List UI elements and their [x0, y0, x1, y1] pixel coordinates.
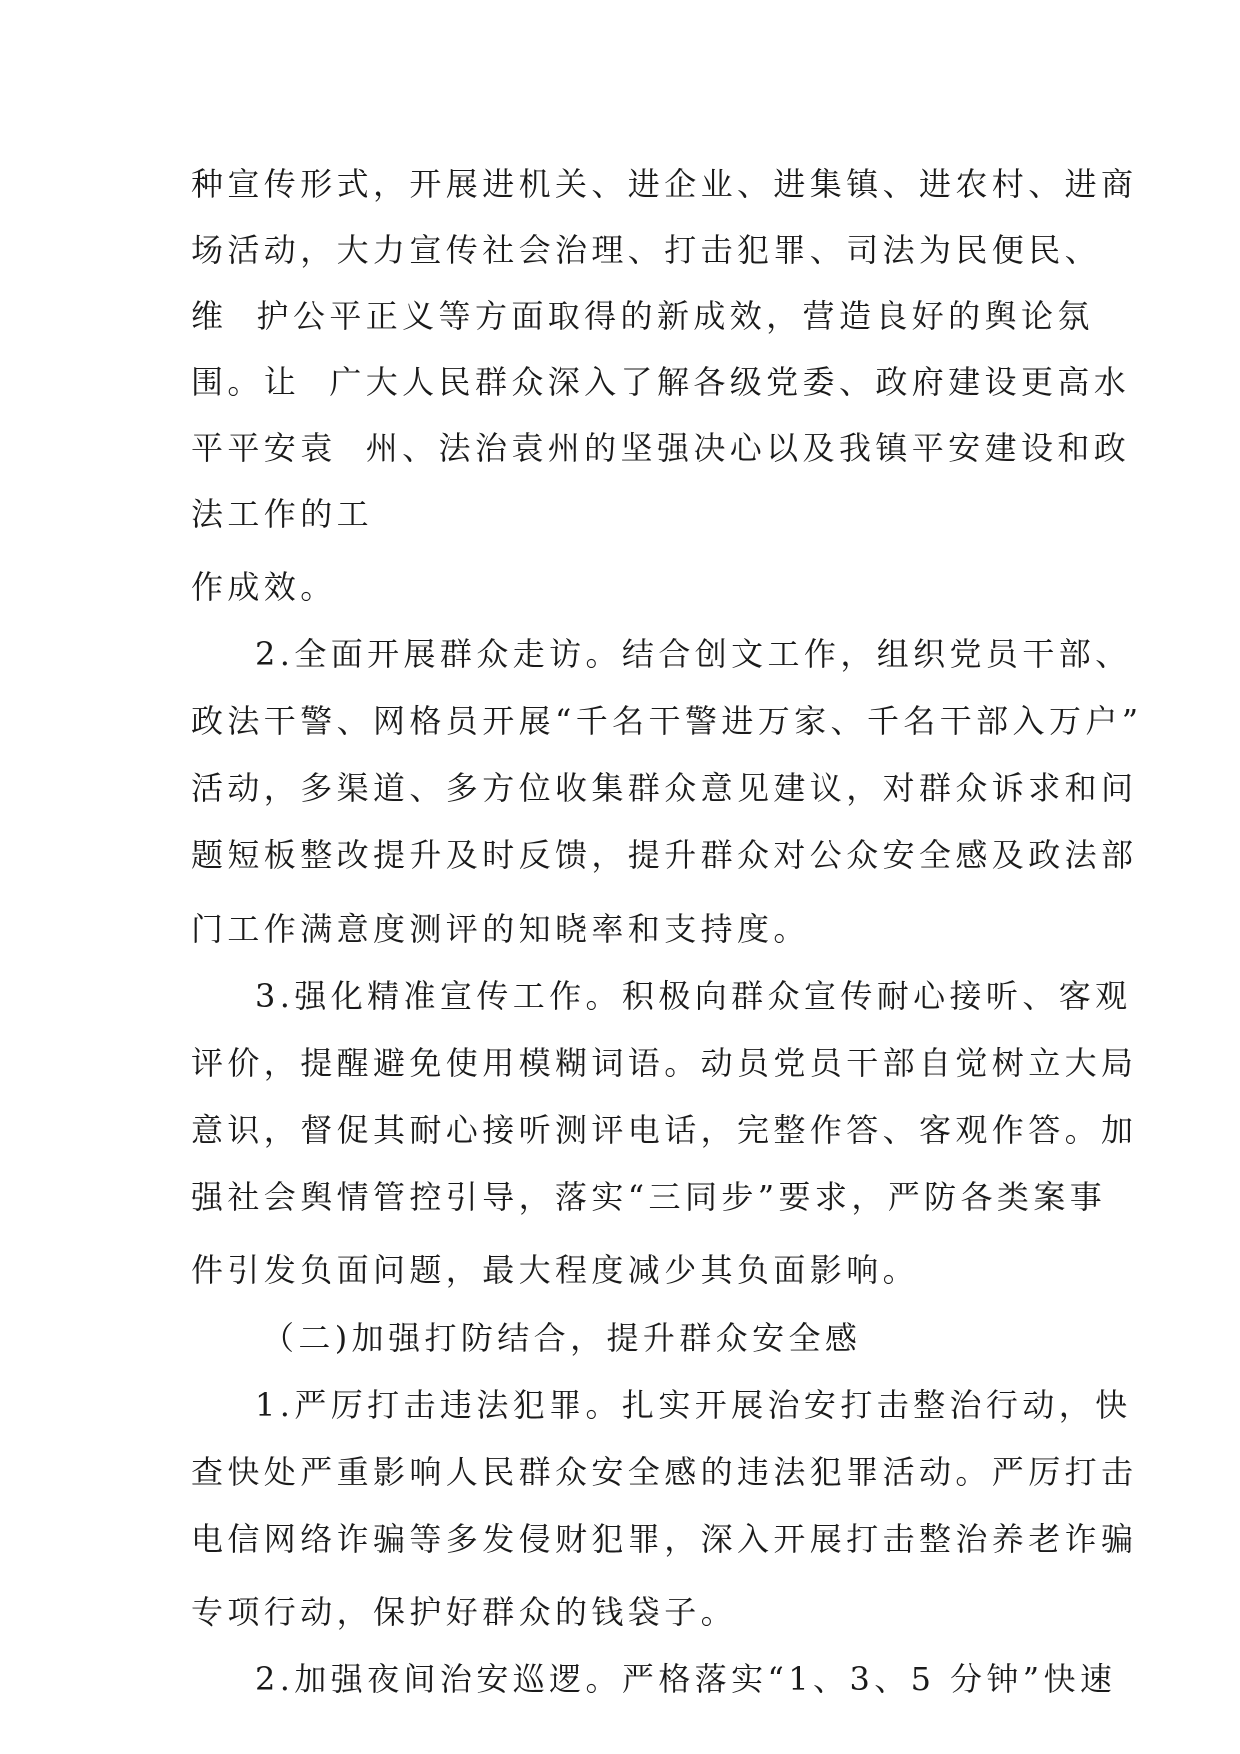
body-text-line: 法工作的工: [191, 495, 374, 533]
body-text-line: 平平安袁 州、法治袁州的坚强决心以及我镇平安建设和政: [191, 429, 1131, 467]
body-text-line: 评价，提醒避免使用模糊词语。动员党员干部自觉树立大局: [191, 1044, 1138, 1082]
body-text-line: 种宣传形式，开展进机关、进企业、进集镇、进农村、进商: [191, 165, 1138, 203]
body-text-line: 门工作满意度测评的知晓率和支持度。: [191, 910, 810, 948]
body-text-line: 政法干警、网格员开展“千名干警进万家、千名干部入万户”: [191, 702, 1143, 740]
body-text-line: 专项行动，保护好群众的钱袋子。: [191, 1593, 738, 1631]
body-text-line: 活动，多渠道、多方位收集群众意见建议，对群众诉求和问: [191, 769, 1138, 807]
body-text-line: 围。让 广大人民群众深入了解各级党委、政府建设更高水: [191, 363, 1131, 401]
body-text-line: 题短板整改提升及时反馈，提升群众对公众安全感及政法部: [191, 836, 1138, 874]
body-text-line: 电信网络诈骗等多发侵财犯罪，深入开展打击整治养老诈骗: [191, 1520, 1138, 1558]
body-text-line: 作成效。: [191, 568, 337, 606]
paragraph-item-2b-start: 2.加强夜间治安巡逻。严格落实“1、3、5 分钟”快速: [255, 1660, 1117, 1698]
body-text-line: 强社会舆情管控引导，落实“三同步”要求，严防各类案事: [191, 1178, 1107, 1216]
paragraph-item-1-start: 1.严厉打击违法犯罪。扎实开展治安打击整治行动，快: [255, 1386, 1132, 1424]
paragraph-item-3-start: 3.强化精准宣传工作。积极向群众宣传耐心接听、客观: [255, 977, 1132, 1015]
body-text-line: 件引发负面问题，最大程度减少其负面影响。: [191, 1251, 920, 1289]
body-text-line: 意识，督促其耐心接听测评电话，完整作答、客观作答。加: [191, 1111, 1138, 1149]
body-text-line: 维 护公平正义等方面取得的新成效，营造良好的舆论氛: [191, 297, 1094, 335]
body-text-line: 场活动，大力宣传社会治理、打击犯罪、司法为民便民、: [191, 231, 1102, 269]
body-text-line: 查快处严重影响人民群众安全感的违法犯罪活动。严厉打击: [191, 1453, 1138, 1491]
section-heading: （二)加强打防结合，提升群众安全感: [262, 1319, 862, 1357]
paragraph-item-2-start: 2.全面开展群众走访。结合创文工作，组织党员干部、: [255, 635, 1132, 673]
